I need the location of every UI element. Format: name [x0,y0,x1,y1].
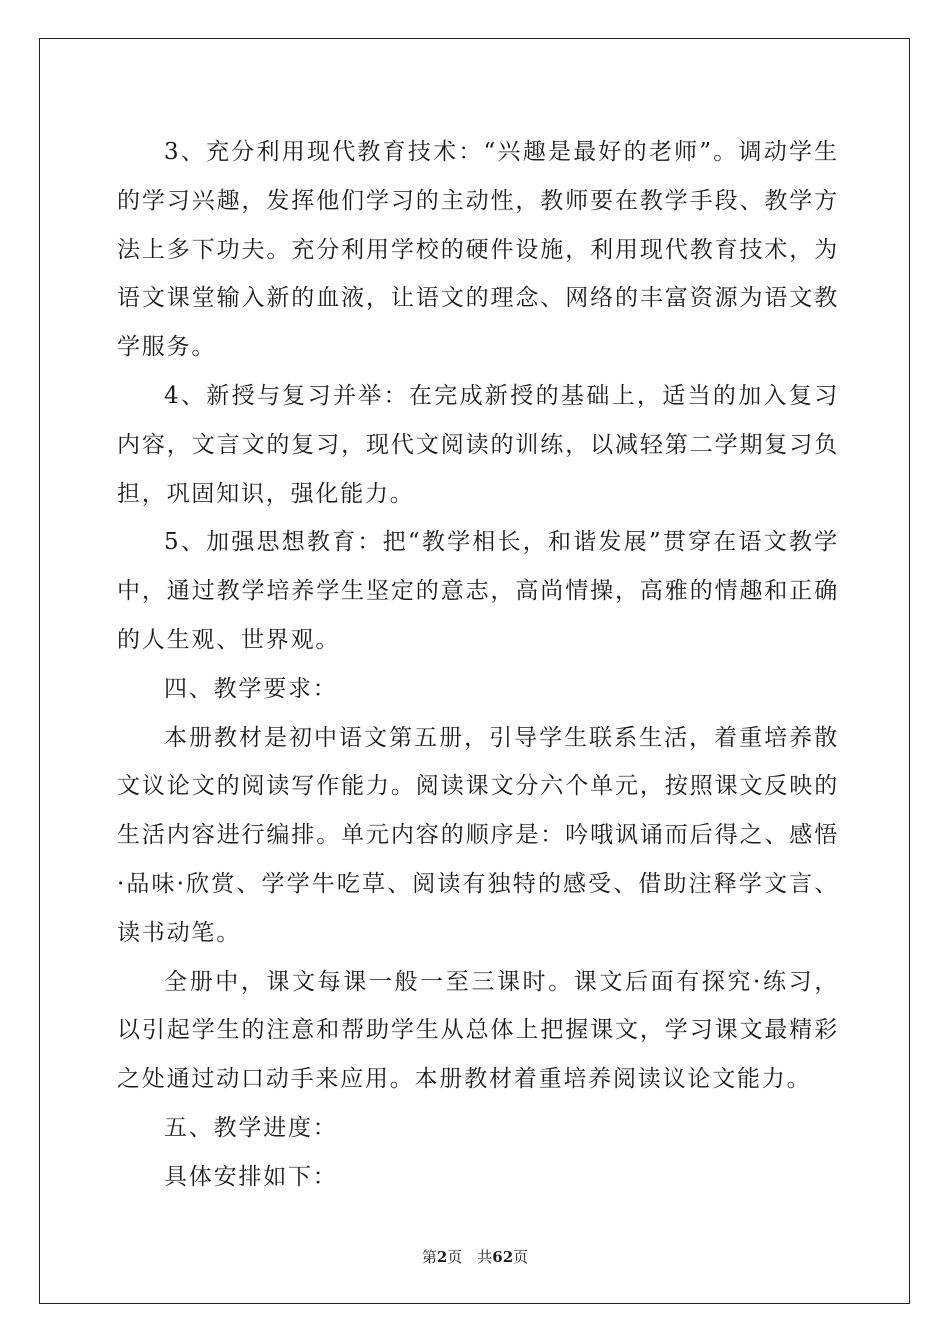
footer-mid: 页 共 [447,1248,493,1266]
current-page-number: 2 [436,1248,448,1266]
paragraph-3-modern-tech: 3、充分利用现代教育技术：“兴趣是最好的老师”。调动学生的学习兴趣，发挥他们学习的主动性，教师要在教学手段、教学方法上多下功夫。充分利用学校的硬件设施，利用现代教育技术，为语文课堂输入新的血液，让语文的理念、网络的丰富资源为语文教学服务。 [117,139,839,361]
paragraph-5-moral-education: 5、加强思想教育：把“教学相长，和谐发展”贯穿在语文教学中，通过教学培养学生坚定的意志，高尚情操，高雅的情趣和正确的人生观、世界观。 [117,529,839,653]
total-page-count: 62 [492,1248,514,1266]
paragraph-arrangement: 具体安排如下： [164,1163,338,1190]
paragraph-4-review: 4、新授与复习并举：在完成新授的基础上，适当的加入复习内容，文言文的复习，现代文阅读的训练，以减轻第二学期复习负担，巩固知识，强化能力。 [117,382,839,507]
heading-teaching-requirements: 四、教学要求： [164,675,338,702]
page-footer [0,1246,950,1267]
footer-suffix: 页 [513,1248,529,1266]
document-body [117,128,839,1202]
footer-prefix: 第 [421,1248,437,1266]
paragraph-lesson-hours: 全册中，课文每课一般一至三课时。课文后面有探究·练习，以引起学生的注意和帮助学生从总体上把握课文，学习课文最精彩之处通过动口动手来应用。本册教材着重培养阅读议论文能力。 [117,968,839,1093]
paragraph-textbook-overview: 本册教材是初中语文第五册，引导学生联系生活，着重培养散文议论文的阅读写作能力。阅读课文分六个单元，按照课文反映的生活内容进行编排。单元内容的顺序是：吟哦讽诵而后得之、感悟·品味·欣赏、学学牛吃草、阅读有独特的感受、借助注释学文言、读书动笔。 [117,724,839,946]
heading-teaching-schedule: 五、教学进度： [164,1114,338,1141]
